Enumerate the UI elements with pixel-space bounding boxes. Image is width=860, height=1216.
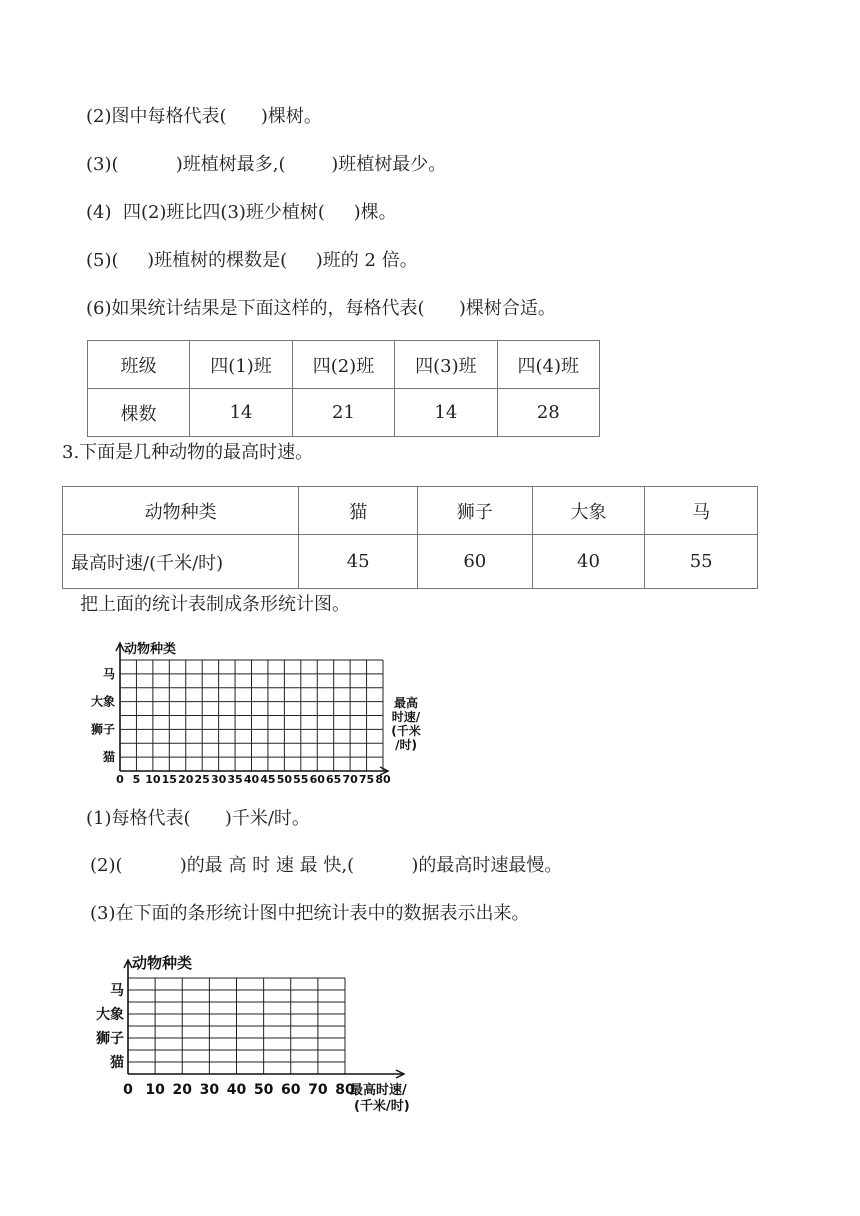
x-tick-label: 60 <box>309 773 325 785</box>
x-axis-label: 时速/ <box>391 710 421 724</box>
x-tick-label: 55 <box>293 773 309 785</box>
table-header-cell: 大象 <box>532 487 645 535</box>
x-tick-label: 40 <box>226 1082 247 1098</box>
q3-sub-2: (2)( )的最 高 时 速 最 快,( )的最高时速最慢。 <box>90 855 563 876</box>
table-cell: 45 <box>299 535 418 589</box>
table-cell: 21 <box>292 389 394 437</box>
x-axis-label: 最高 <box>393 696 419 710</box>
q2-line-5: (5)( )班植树的棵数是( )班的 2 倍。 <box>86 250 418 271</box>
table-cell: 60 <box>417 535 532 589</box>
table-cell: 40 <box>532 535 645 589</box>
table-cell: 14 <box>395 389 497 437</box>
x-tick-label: 25 <box>194 773 210 785</box>
x-tick-label: 0 <box>116 773 124 785</box>
q2-line-3: (3)( )班植树最多,( )班植树最少。 <box>86 154 447 175</box>
table-header-cell: 四(1)班 <box>190 341 292 389</box>
x-tick-label: 40 <box>243 773 260 785</box>
category-label: 马 <box>102 666 115 681</box>
q3-title: 3.下面是几种动物的最高时速。 <box>62 442 314 463</box>
blank-bar-chart-1 <box>80 635 440 785</box>
x-axis-label: (千米 <box>391 724 421 738</box>
x-tick-label: 5 <box>132 773 141 785</box>
x-tick-label: 0 <box>123 1082 133 1098</box>
table-header-cell: 动物种类 <box>63 487 299 535</box>
x-tick-label: 70 <box>308 1082 328 1098</box>
x-tick-label: 80 <box>335 1082 355 1098</box>
x-tick-label: 75 <box>358 773 375 785</box>
animal-speed-table <box>62 486 758 589</box>
x-tick-label: 50 <box>253 1082 274 1098</box>
category-label: 狮子 <box>96 1031 124 1047</box>
x-tick-label: 20 <box>178 773 194 785</box>
category-label: 狮子 <box>90 722 115 737</box>
x-tick-label: 10 <box>145 773 161 785</box>
category-label: 猫 <box>110 1055 124 1071</box>
q2-line-4: (4) 四(2)班比四(3)班少植树( )棵。 <box>86 202 397 223</box>
x-tick-label: 20 <box>172 1082 192 1098</box>
class-tree-table <box>87 340 600 437</box>
x-axis-label: 最高时速/ <box>350 1083 407 1098</box>
x-tick-label: 50 <box>276 773 293 785</box>
table-cell: 最高时速/(千米/时) <box>63 535 299 589</box>
x-axis-label: (千米/时) <box>354 1099 410 1114</box>
x-axis-label: /时) <box>395 738 417 752</box>
table-header-cell: 狮子 <box>417 487 532 535</box>
x-tick-label: 30 <box>210 773 227 785</box>
x-tick-label: 35 <box>227 773 243 785</box>
x-tick-label: 70 <box>342 773 358 785</box>
table-header-cell: 马 <box>645 487 758 535</box>
q2-line-2: (2)图中每格代表( )棵树。 <box>86 106 322 127</box>
x-tick-label: 80 <box>375 773 391 785</box>
q3-instruction: 把上面的统计表制成条形统计图。 <box>80 594 350 615</box>
q3-sub-1: (1)每格代表( )千米/时。 <box>86 808 310 829</box>
table-cell: 棵数 <box>88 389 190 437</box>
x-tick-label: 30 <box>199 1082 220 1098</box>
category-label: 大象 <box>90 694 115 709</box>
chart2-y-title: 动物种类 <box>132 954 193 972</box>
table-header-cell: 班级 <box>88 341 190 389</box>
x-tick-label: 10 <box>145 1082 165 1098</box>
category-label: 马 <box>110 983 124 999</box>
table-cell: 14 <box>190 389 292 437</box>
x-tick-label: 60 <box>281 1082 301 1098</box>
x-tick-label: 45 <box>260 773 276 785</box>
table-cell: 28 <box>497 389 599 437</box>
x-tick-label: 15 <box>161 773 177 785</box>
q3-sub-3: (3)在下面的条形统计图中把统计表中的数据表示出来。 <box>90 903 530 924</box>
table-header-cell: 四(3)班 <box>395 341 497 389</box>
blank-bar-chart-2 <box>80 948 450 1128</box>
category-label: 猫 <box>102 750 115 765</box>
chart1-y-title: 动物种类 <box>124 642 177 657</box>
q2-line-6: (6)如果统计结果是下面这样的，每格代表( )棵树合适。 <box>86 298 556 319</box>
category-label: 大象 <box>96 1007 124 1023</box>
table-header-cell: 四(2)班 <box>292 341 394 389</box>
table-cell: 55 <box>645 535 758 589</box>
table-header-cell: 四(4)班 <box>497 341 599 389</box>
table-header-cell: 猫 <box>299 487 418 535</box>
x-tick-label: 65 <box>326 773 342 785</box>
